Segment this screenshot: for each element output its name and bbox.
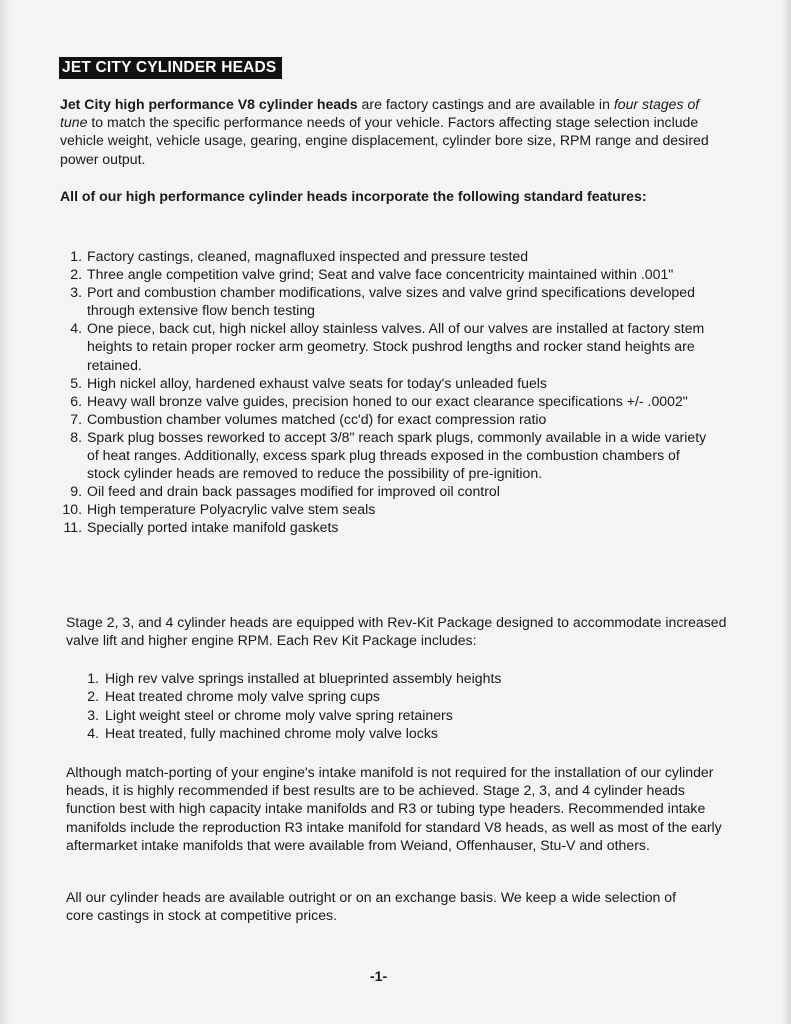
standard-features-heading: All of our high performance cylinder heads incorporate the following standard features:	[60, 188, 647, 204]
list-number: 5.	[70, 374, 82, 391]
list-text: Heat treated chrome moly valve spring cups	[105, 688, 380, 705]
list-number: 3.	[87, 706, 99, 723]
list-text: Heavy wall bronze valve guides, precision honed to our exact clearance specifications +/- .0002"	[87, 392, 688, 409]
core-paragraph: All our cylinder heads are available outright or on an exchange basis. We keep a wide selection of core castings in stock at competitive prices.	[66, 889, 677, 924]
list-text: Specially ported intake manifold gaskets	[87, 519, 339, 536]
list-number: 4.	[87, 724, 99, 741]
page-edge-right	[781, 0, 791, 1024]
list-text: Three angle competition valve grind; Seat and valve face concentricity maintained within .001"	[87, 266, 674, 283]
porting-paragraph: Although match-porting of your engine's intake manifold is not required for the installation of our cylinder heads, it is highly recommended if best results are to be achieved. Stage 2, 3, and 4 cylinder heads function best with high capacity intake manifolds and R3 or tubing type headers. Recommended intake manifolds include the reproduction R3 intake manifold for standard V8 heads, as well as most of the early aftermarket intake manifolds that were available from Weiand, Offenhauser, Stu-V and others.	[66, 764, 722, 853]
list-text: Combustion chamber volumes matched (cc'd) for exact compression ratio	[87, 410, 547, 427]
intro-text-1: are factory castings and are available in	[357, 96, 614, 112]
list-item	[56, 500, 716, 518]
list-text: Heat treated, fully machined chrome moly valve locks	[105, 724, 438, 741]
intro-bold-lead: Jet City high performance V8 cylinder heads	[60, 96, 358, 112]
list-text: Light weight steel or chrome moly valve spring retainers	[105, 706, 453, 723]
list-number: 2.	[87, 688, 99, 705]
list-text: Oil feed and drain back passages modified for improved oil control	[87, 483, 500, 500]
list-item	[56, 410, 716, 428]
list-number: 3.	[70, 284, 82, 301]
list-text: Factory castings, cleaned, magnafluxed inspected and pressure tested	[87, 248, 529, 264]
list-item	[56, 247, 716, 265]
list-number: 10.	[62, 501, 82, 518]
list-item	[80, 706, 680, 724]
list-text: One piece, back cut, high nickel alloy stainless valves. All of our valves are installed at factory stem heights to retain proper rocker arm geometry. Stock pushrod lengths and rocker stand heights are retained.	[87, 320, 705, 373]
list-item	[56, 319, 716, 373]
list-item	[56, 265, 716, 283]
list-text: Spark plug bosses reworked to accept 3/8" reach spark plugs, commonly available in a wide variety of heat ranges. Additionally, excess spark plug threads exposed in the combustion chambers of stock cylinder heads are removed to reduce the possibility of pre-ignition.	[87, 428, 707, 482]
stage-paragraph: Stage 2, 3, and 4 cylinder heads are equipped with Rev-Kit Package designed to accommodate increased valve lift and higher engine RPM. Each Rev Kit Package includes:	[66, 614, 727, 649]
list-number: 1.	[87, 670, 99, 686]
list-number: 6.	[70, 392, 82, 409]
list-item	[80, 669, 680, 687]
page-title: JET CITY CYLINDER HEADS	[59, 57, 282, 79]
page-edge-left	[0, 0, 14, 1024]
intro-italic: four stages of tune	[60, 96, 700, 131]
list-item	[56, 392, 716, 410]
list-number: 7.	[70, 410, 82, 427]
list-number: 2.	[70, 266, 82, 283]
page-number: -1-	[370, 968, 388, 984]
list-text: Port and combustion chamber modifications, valve sizes and valve grind specifications developed through extensive flow bench testing	[87, 284, 695, 319]
list-item	[56, 428, 716, 482]
list-item	[56, 374, 716, 392]
list-number: 8.	[70, 428, 82, 445]
list-number: 1.	[70, 248, 82, 264]
list-item	[56, 283, 716, 319]
list-item	[80, 724, 680, 742]
list-text: High temperature Polyacrylic valve stem seals	[87, 501, 376, 518]
list-item	[56, 482, 716, 500]
intro-text-2: to match the specific performance needs of your vehicle. Factors affecting stage selection include vehicle weight, vehicle usage, gearing, engine displacement, cylinder bore size, RPM range and desired power output.	[60, 114, 709, 167]
rev-kit-list	[80, 669, 680, 742]
list-number: 11.	[63, 519, 82, 536]
list-item	[80, 687, 680, 705]
list-number: 9.	[70, 483, 82, 500]
list-text: High rev valve springs installed at blueprinted assembly heights	[105, 670, 502, 686]
list-number: 4.	[70, 320, 82, 337]
features-list	[56, 247, 716, 537]
list-text: High nickel alloy, hardened exhaust valve seats for today's unleaded fuels	[87, 374, 547, 391]
list-item	[56, 518, 716, 536]
intro-paragraph	[60, 95, 720, 168]
